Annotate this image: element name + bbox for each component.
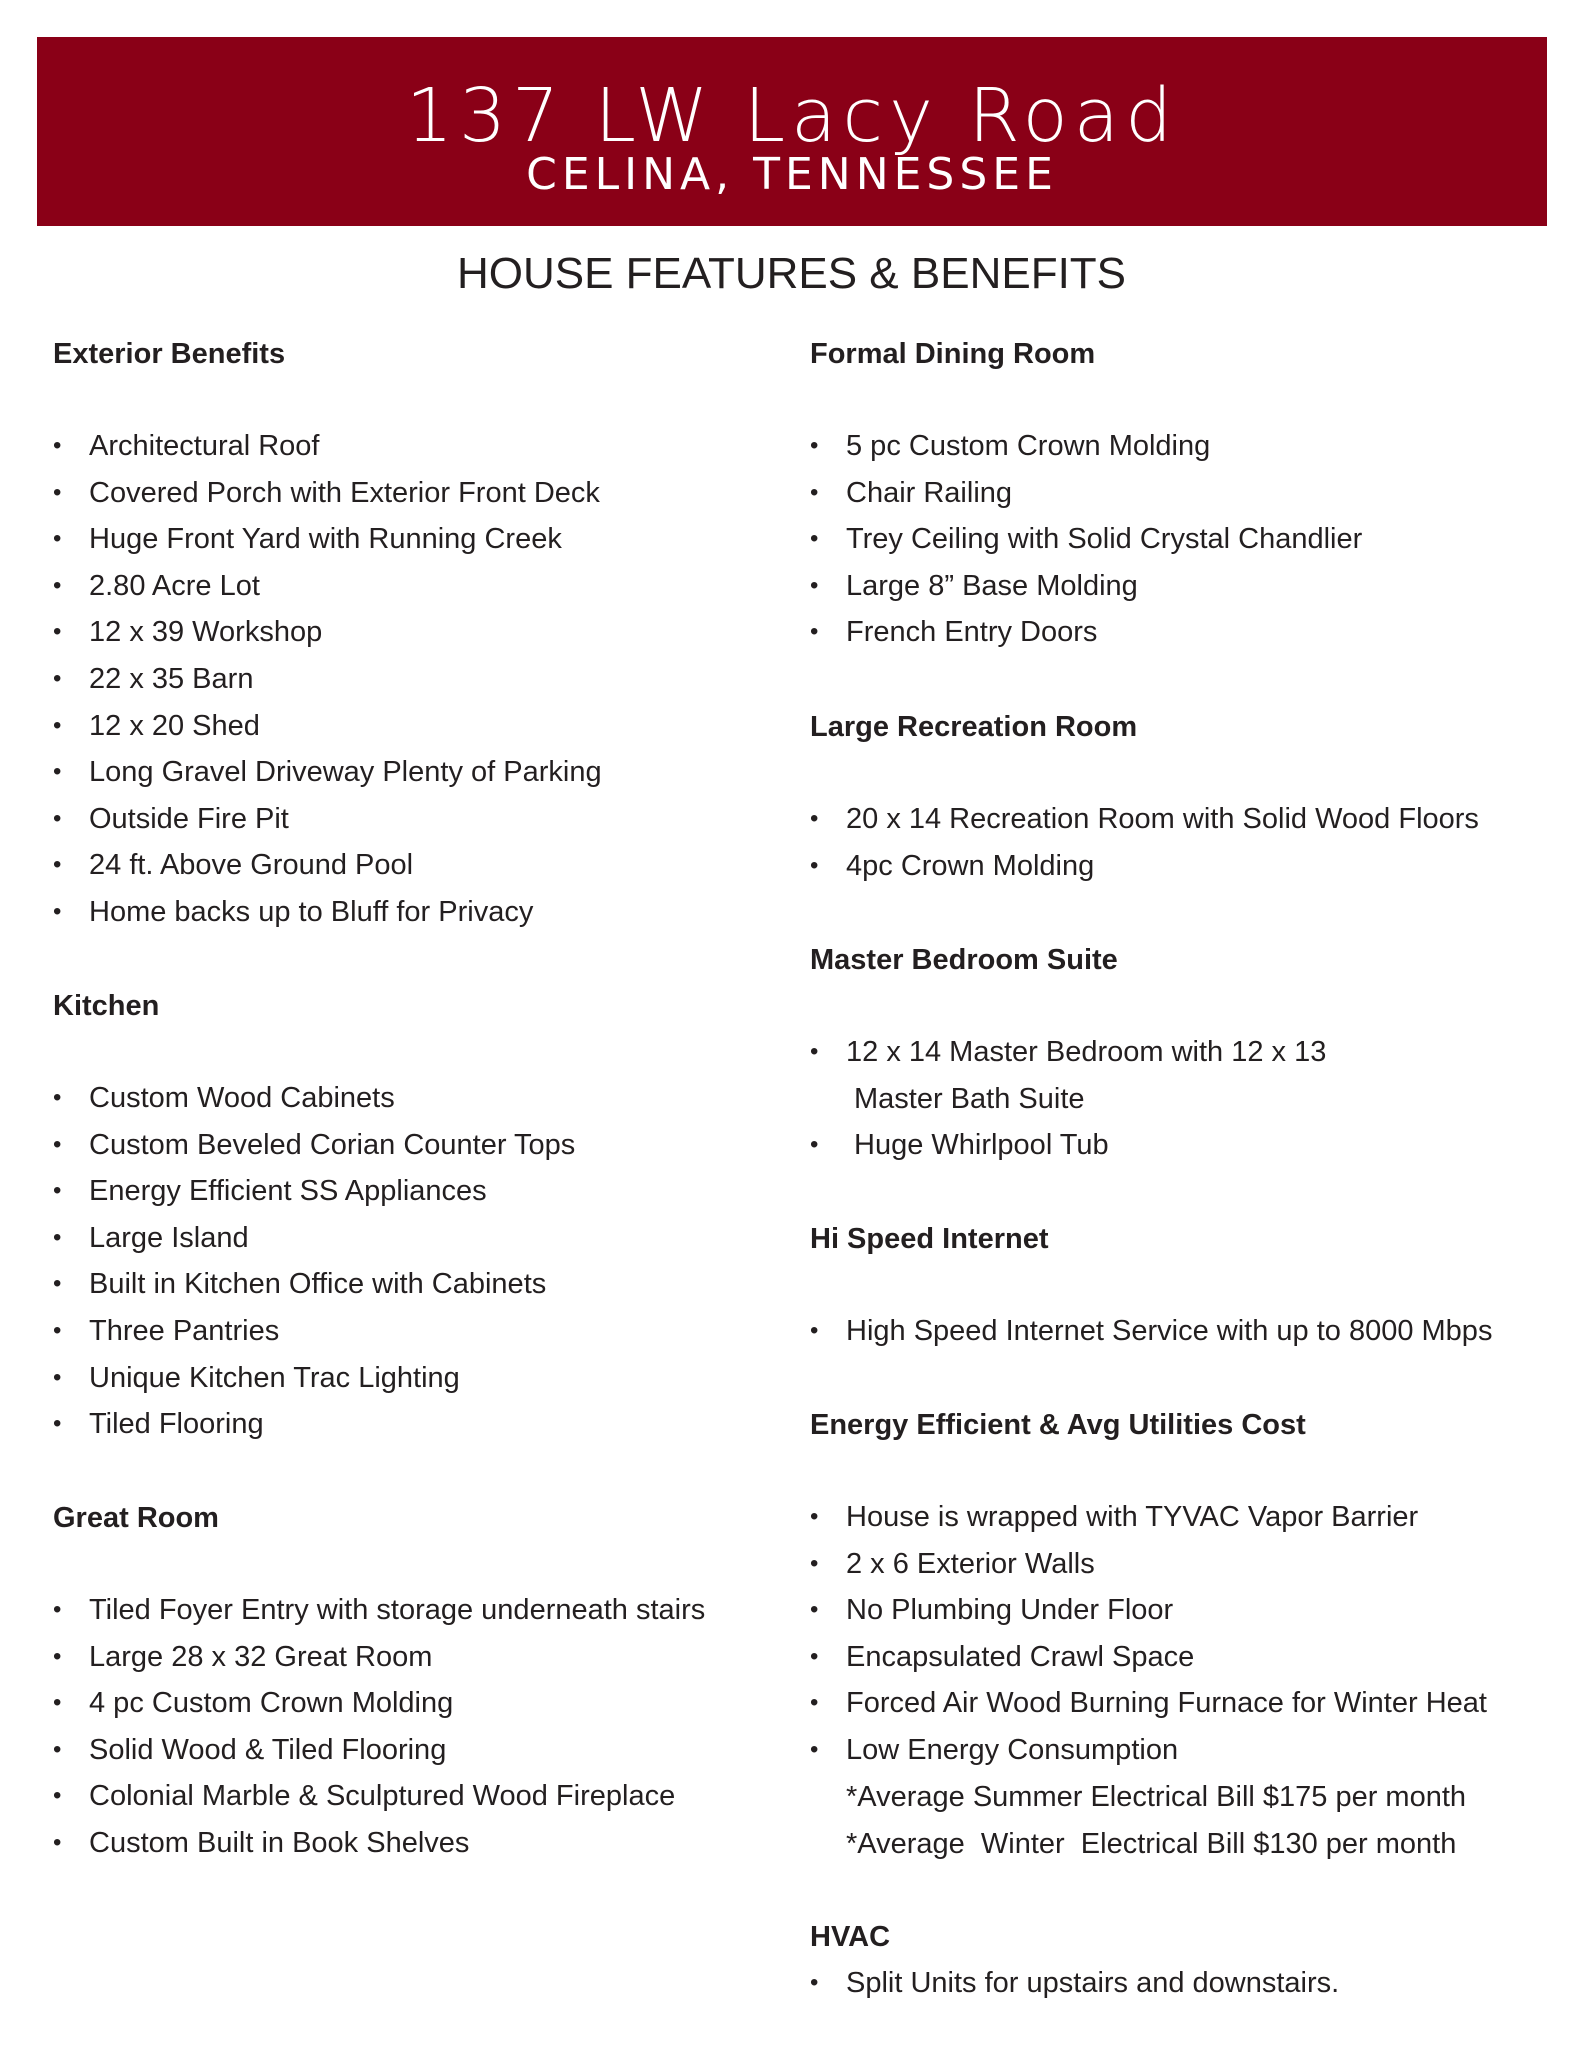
bullet-icon: • bbox=[53, 571, 62, 599]
bullet-icon: • bbox=[810, 1038, 819, 1065]
section-heading-great-room: Great Room bbox=[53, 1502, 219, 1534]
list-item-text: Covered Porch with Exterior Front Deck bbox=[89, 476, 600, 509]
bullet-icon: • bbox=[53, 1828, 62, 1856]
list-item-text: Home backs up to Bluff for Privacy bbox=[89, 895, 534, 928]
list-item-continuation: Master Bath Suite bbox=[854, 1082, 1085, 1115]
bullet-icon: • bbox=[810, 432, 819, 459]
section-heading-energy: Energy Efficient & Avg Utilities Cost bbox=[810, 1409, 1306, 1441]
list-item-text: Encapsulated Crawl Space bbox=[846, 1640, 1195, 1673]
bullet-icon: • bbox=[53, 1689, 62, 1717]
bullet-icon: • bbox=[810, 1131, 819, 1159]
bullet-icon: • bbox=[53, 478, 62, 506]
bullet-icon: • bbox=[53, 1596, 62, 1623]
list-item-text: Custom Built in Book Shelves bbox=[89, 1826, 470, 1859]
list-item-text: Tiled Flooring bbox=[89, 1408, 264, 1441]
summer-bill-note: *Average Summer Electrical Bill $175 per month bbox=[846, 1781, 1467, 1813]
list-item-text: Large Island bbox=[89, 1221, 249, 1254]
bullet-icon: • bbox=[53, 804, 62, 832]
list-item-text: High Speed Internet Service with up to 8000 Mbps bbox=[846, 1315, 1493, 1347]
bullet-icon: • bbox=[53, 758, 62, 786]
list-item-text: Energy Efficient SS Appliances bbox=[89, 1175, 487, 1208]
master-suite-list bbox=[810, 1029, 1327, 1169]
list-item-text: Huge Front Yard with Running Creek bbox=[89, 523, 562, 556]
bullet-icon: • bbox=[53, 664, 62, 692]
bullet-icon: • bbox=[53, 1363, 62, 1391]
list-item-text: Solid Wood & Tiled Flooring bbox=[89, 1733, 447, 1766]
bullet-icon: • bbox=[53, 1270, 62, 1298]
bullet-icon: • bbox=[810, 1549, 819, 1577]
bullet-icon: • bbox=[810, 618, 819, 646]
list-item-text: 2.80 Acre Lot bbox=[89, 569, 260, 602]
list-item-text: House is wrapped with TYVAC Vapor Barrier bbox=[846, 1501, 1419, 1533]
bullet-icon: • bbox=[810, 851, 819, 879]
energy-notes bbox=[810, 1774, 1466, 1867]
section-heading-kitchen: Kitchen bbox=[53, 990, 160, 1022]
section-heading-hvac: HVAC bbox=[810, 1921, 891, 1953]
list-item bbox=[810, 1122, 1109, 1169]
bullet-icon: • bbox=[53, 897, 62, 925]
list-item-text: Outside Fire Pit bbox=[89, 802, 289, 835]
bullet-icon: • bbox=[810, 1689, 819, 1717]
bullet-icon: • bbox=[53, 1642, 62, 1670]
section-heading-internet: Hi Speed Internet bbox=[810, 1223, 1049, 1255]
list-item-text: Unique Kitchen Trac Lighting bbox=[89, 1361, 460, 1394]
list-item-text: 12 x 14 Master Bedroom with 12 x 13 bbox=[846, 1036, 1327, 1068]
list-item-text: No Plumbing Under Floor bbox=[846, 1594, 1174, 1627]
bullet-icon: • bbox=[53, 432, 62, 459]
list-item-text: Long Gravel Driveway Plenty of Parking bbox=[89, 756, 602, 789]
bullet-icon: • bbox=[810, 478, 819, 506]
list-item-text: 5 pc Custom Crown Molding bbox=[846, 430, 1211, 462]
bullet-icon: • bbox=[53, 1735, 62, 1763]
bullet-icon: • bbox=[810, 1969, 819, 1996]
list-item-text: 4 pc Custom Crown Molding bbox=[89, 1687, 454, 1720]
property-address: 137 LW Lacy Road bbox=[405, 73, 1179, 159]
bullet-icon: • bbox=[53, 1410, 62, 1438]
list-item-text: Tiled Foyer Entry with storage underneath stairs bbox=[89, 1594, 706, 1626]
list-item-text: Custom Beveled Corian Counter Tops bbox=[89, 1128, 576, 1161]
list-item-text: 2 x 6 Exterior Walls bbox=[846, 1547, 1095, 1580]
bullet-icon: • bbox=[810, 805, 819, 832]
list-item-text: Large 8” Base Molding bbox=[846, 569, 1138, 602]
list-item-text: 12 x 39 Workshop bbox=[89, 616, 323, 649]
list-item-text: 22 x 35 Barn bbox=[89, 662, 254, 695]
list-item-text: Split Units for upstairs and downstairs. bbox=[846, 1967, 1340, 1999]
list-item-text: Built in Kitchen Office with Cabinets bbox=[89, 1268, 547, 1301]
list-item-text: 24 ft. Above Ground Pool bbox=[89, 849, 414, 882]
list-item-text: Architectural Roof bbox=[89, 430, 320, 462]
list-item-text: 20 x 14 Recreation Room with Solid Wood Floors bbox=[846, 803, 1479, 835]
bullet-icon: • bbox=[53, 1316, 62, 1344]
bullet-icon: • bbox=[53, 1177, 62, 1205]
bullet-icon: • bbox=[53, 851, 62, 879]
bullet-icon: • bbox=[53, 525, 62, 553]
list-item-text: Colonial Marble & Sculptured Wood Fireplace bbox=[89, 1780, 676, 1813]
list-item bbox=[810, 1029, 1327, 1076]
title-banner bbox=[37, 37, 1547, 226]
bullet-icon: • bbox=[810, 1596, 819, 1624]
list-item-text: Low Energy Consumption bbox=[846, 1733, 1179, 1766]
list-item-text: Trey Ceiling with Solid Crystal Chandlier bbox=[846, 523, 1363, 556]
section-heading-exterior: Exterior Benefits bbox=[53, 338, 286, 370]
bullet-icon: • bbox=[53, 711, 62, 739]
bullet-icon: • bbox=[810, 525, 819, 553]
winter-bill-note: *Average Winter Electrical Bill $130 per month bbox=[846, 1827, 1457, 1860]
bullet-icon: • bbox=[53, 618, 62, 646]
bullet-icon: • bbox=[810, 1503, 819, 1530]
list-item-text: Large 28 x 32 Great Room bbox=[89, 1640, 433, 1673]
list-item-text: Huge Whirlpool Tub bbox=[854, 1129, 1109, 1162]
list-item-text: Custom Wood Cabinets bbox=[89, 1082, 395, 1114]
property-city: CELINA, TENNESSEE bbox=[526, 149, 1058, 200]
list-item-text: French Entry Doors bbox=[846, 616, 1098, 649]
section-heading-recreation: Large Recreation Room bbox=[810, 711, 1138, 743]
list-item-text: Three Pantries bbox=[89, 1314, 280, 1347]
bullet-icon: • bbox=[810, 1317, 819, 1344]
list-item-text: Chair Railing bbox=[846, 476, 1013, 509]
list-item-text: 12 x 20 Shed bbox=[89, 709, 260, 742]
section-heading-dining: Formal Dining Room bbox=[810, 338, 1096, 370]
bullet-icon: • bbox=[53, 1130, 62, 1158]
bullet-icon: • bbox=[53, 1084, 62, 1111]
bullet-icon: • bbox=[53, 1782, 62, 1810]
section-heading-master-suite: Master Bedroom Suite bbox=[810, 944, 1118, 976]
bullet-icon: • bbox=[810, 1735, 819, 1763]
list-item-text: 4pc Crown Molding bbox=[846, 849, 1095, 882]
bullet-icon: • bbox=[810, 1642, 819, 1670]
bullet-icon: • bbox=[53, 1223, 62, 1251]
bullet-icon: • bbox=[810, 571, 819, 599]
page-title: HOUSE FEATURES & BENEFITS bbox=[456, 249, 1127, 298]
list-item-text: Forced Air Wood Burning Furnace for Winter Heat bbox=[846, 1687, 1487, 1720]
